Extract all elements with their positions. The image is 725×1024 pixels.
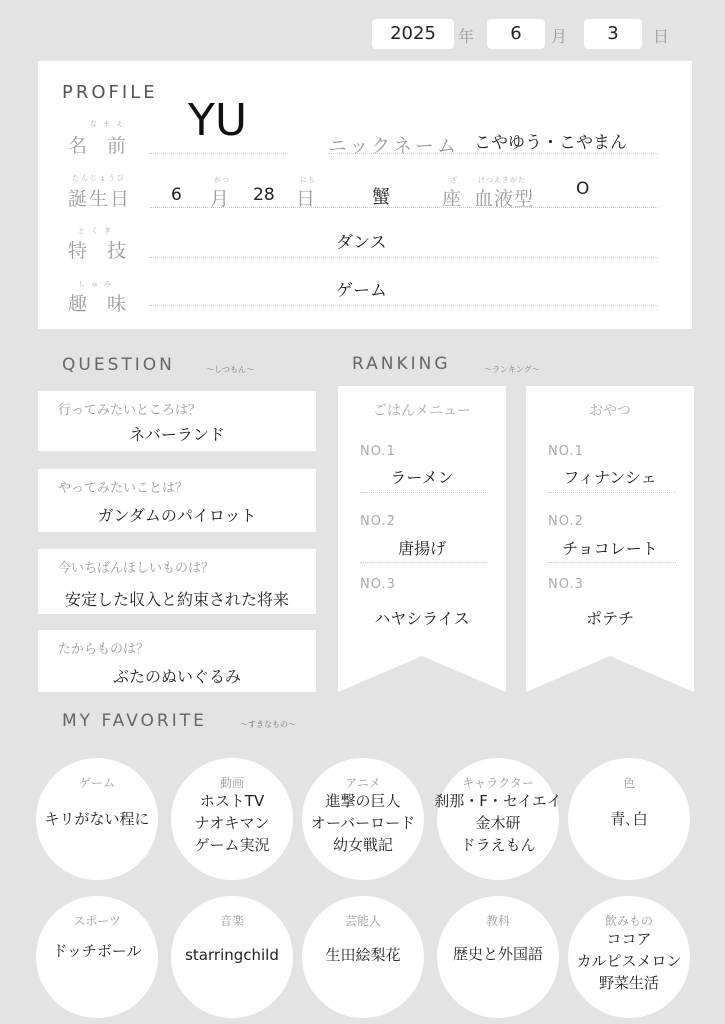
favorite-sport bbox=[36, 896, 158, 1018]
favorite-music bbox=[171, 896, 293, 1018]
month-ruby: がつ bbox=[214, 176, 230, 184]
rank-number: NO.2 bbox=[360, 514, 396, 529]
favorite-celebrity bbox=[302, 896, 424, 1018]
skill-ruby: とくぎ bbox=[78, 227, 117, 235]
profile-panel bbox=[38, 61, 692, 329]
favorite-subheading: 〜すきなもの〜 bbox=[240, 720, 296, 729]
question-label: 今いちばんほしいものは？ bbox=[58, 561, 215, 576]
favorite-label: キャラクター bbox=[462, 776, 534, 790]
ranking-column-title: おやつ bbox=[589, 403, 631, 419]
hobby-label: 趣味 bbox=[68, 293, 147, 315]
rank-line bbox=[360, 562, 488, 563]
ranking-heading: RANKING bbox=[352, 354, 451, 374]
rank-value[interactable]: ラーメン bbox=[390, 468, 454, 487]
favorite-value[interactable]: 歴史と外国語 bbox=[452, 945, 543, 963]
favorite-value[interactable]: 野菜生活 bbox=[598, 974, 659, 992]
rank-value[interactable]: ハヤシライス bbox=[374, 609, 470, 628]
question-label: たからものは？ bbox=[58, 642, 150, 657]
favorite-value[interactable]: 青､白 bbox=[610, 810, 648, 828]
rank-value[interactable]: 唐揚げ bbox=[397, 539, 446, 558]
question-card bbox=[38, 469, 316, 532]
question-card bbox=[38, 630, 316, 692]
zodiac-value[interactable]: 蟹 bbox=[372, 187, 390, 208]
nickname-label: ニックネーム bbox=[328, 135, 460, 157]
favorite-subject bbox=[437, 896, 559, 1018]
favorite-game bbox=[36, 758, 158, 880]
birthday-line bbox=[150, 207, 658, 208]
question-subheading: 〜しつもん〜 bbox=[206, 365, 254, 374]
favorite-video bbox=[171, 758, 293, 880]
question-answer[interactable]: ガンダムのパイロット bbox=[97, 506, 257, 525]
skill-label: 特技 bbox=[68, 240, 147, 262]
birthday-ruby: たんじょうび bbox=[72, 174, 126, 182]
favorite-value[interactable]: ゲーム実況 bbox=[194, 836, 270, 854]
favorite-label: 芸能人 bbox=[344, 914, 381, 928]
rank-line bbox=[548, 492, 676, 493]
rank-number: NO.1 bbox=[548, 444, 584, 459]
question-card bbox=[38, 391, 316, 451]
blood-ruby: けつえきがた bbox=[478, 176, 526, 184]
favorite-value[interactable]: starringchild bbox=[185, 946, 279, 964]
rank-value[interactable]: チョコレート bbox=[562, 539, 658, 558]
year-label: 年 bbox=[458, 27, 475, 46]
question-label: 行ってみたいところは？ bbox=[58, 403, 202, 418]
ranking-subheading: 〜ランキング〜 bbox=[484, 365, 540, 374]
question-label: やってみたいことは？ bbox=[58, 481, 189, 496]
question-answer[interactable]: ネバーランド bbox=[129, 425, 225, 444]
favorite-label: 色 bbox=[622, 776, 635, 790]
favorite-value[interactable]: 刹那・F・セイエイ bbox=[434, 792, 562, 810]
birth-month-label: 月 bbox=[210, 188, 238, 210]
favorite-value[interactable]: 金木研 bbox=[475, 814, 521, 832]
rank-line bbox=[360, 492, 488, 493]
month-label: 月 bbox=[551, 27, 568, 46]
favorite-value[interactable]: ココア bbox=[606, 930, 652, 948]
day-label: 日 bbox=[653, 27, 670, 46]
name-value[interactable]: YU bbox=[188, 95, 248, 146]
ranking-column-food bbox=[338, 386, 506, 692]
rank-number: NO.3 bbox=[548, 577, 584, 592]
name-ruby: なまえ bbox=[90, 120, 129, 128]
favorite-value[interactable]: 進撃の巨人 bbox=[325, 792, 401, 810]
rank-number: NO.2 bbox=[548, 514, 584, 529]
favorite-heading: MY FAVORITE bbox=[62, 711, 207, 731]
hobby-value[interactable]: ゲーム bbox=[336, 281, 387, 301]
favorite-value[interactable]: キリがない程に bbox=[44, 810, 150, 828]
favorite-label: 教科 bbox=[485, 914, 510, 928]
favorite-value[interactable]: ドラえもん bbox=[460, 836, 536, 854]
favorite-label: 音楽 bbox=[219, 914, 244, 928]
name-line bbox=[150, 153, 288, 154]
rank-value[interactable]: ポテチ bbox=[585, 609, 634, 628]
favorite-label: ゲーム bbox=[78, 776, 115, 790]
ribbon-notch bbox=[338, 656, 506, 692]
favorite-drink bbox=[568, 896, 690, 1018]
favorite-character bbox=[434, 758, 562, 880]
hobby-ruby: しゅみ bbox=[78, 280, 117, 288]
favorite-label: アニメ bbox=[345, 776, 381, 790]
month-field[interactable]: 6 bbox=[487, 19, 545, 49]
blood-label: 血液型 bbox=[474, 188, 535, 210]
birthday-label: 誕生日 bbox=[68, 188, 132, 210]
rank-value[interactable]: フィナンシェ bbox=[563, 468, 657, 487]
favorite-label: スポーツ bbox=[73, 914, 121, 928]
zodiac-label: 座 bbox=[442, 188, 470, 210]
skill-line bbox=[150, 257, 658, 258]
hobby-line bbox=[150, 305, 658, 306]
favorite-value[interactable]: 生田絵梨花 bbox=[325, 946, 401, 964]
year-field[interactable]: 2025 bbox=[372, 19, 454, 49]
rank-number: NO.3 bbox=[360, 577, 396, 592]
day-ruby: にち bbox=[300, 176, 316, 184]
favorite-value[interactable]: ドッチボール bbox=[52, 942, 142, 960]
question-answer[interactable]: ぶたのぬいぐるみ bbox=[112, 667, 241, 686]
favorite-value[interactable]: ナオキマン bbox=[194, 814, 270, 832]
zodiac-ruby: ざ bbox=[450, 176, 463, 184]
favorite-anime bbox=[302, 758, 424, 880]
profile-heading: PROFILE bbox=[62, 82, 158, 103]
favorite-value[interactable]: カルピスメロン bbox=[576, 952, 682, 970]
favorite-value[interactable]: 幼女戦記 bbox=[332, 836, 393, 854]
ranking-column-snack bbox=[526, 386, 694, 692]
favorite-value[interactable]: オーバーロード bbox=[310, 814, 416, 832]
favorite-color bbox=[568, 758, 690, 880]
birth-day-label: 日 bbox=[296, 188, 324, 210]
ranking-column-title: ごはんメニュー bbox=[373, 403, 471, 419]
nickname-value[interactable]: こやゆう・こやまん bbox=[474, 133, 627, 153]
nickname-line bbox=[328, 153, 658, 154]
blood-value[interactable]: O bbox=[576, 179, 590, 199]
birth-month-value[interactable]: 6 bbox=[171, 185, 182, 205]
birth-day-value[interactable]: 28 bbox=[253, 185, 275, 205]
skill-value[interactable]: ダンス bbox=[336, 233, 387, 253]
favorite-label: 動画 bbox=[219, 776, 244, 790]
favorite-label: 飲みもの bbox=[604, 914, 653, 928]
name-label: 名前 bbox=[68, 135, 147, 157]
question-answer[interactable]: 安定した収入と約束された将来 bbox=[64, 590, 289, 609]
ribbon-notch bbox=[526, 656, 694, 692]
question-card bbox=[38, 549, 316, 614]
favorite-value[interactable]: ホストTV bbox=[199, 792, 265, 810]
rank-number: NO.1 bbox=[360, 444, 396, 459]
day-field[interactable]: 3 bbox=[584, 19, 642, 49]
rank-line bbox=[548, 562, 676, 563]
question-heading: QUESTION bbox=[62, 355, 175, 375]
